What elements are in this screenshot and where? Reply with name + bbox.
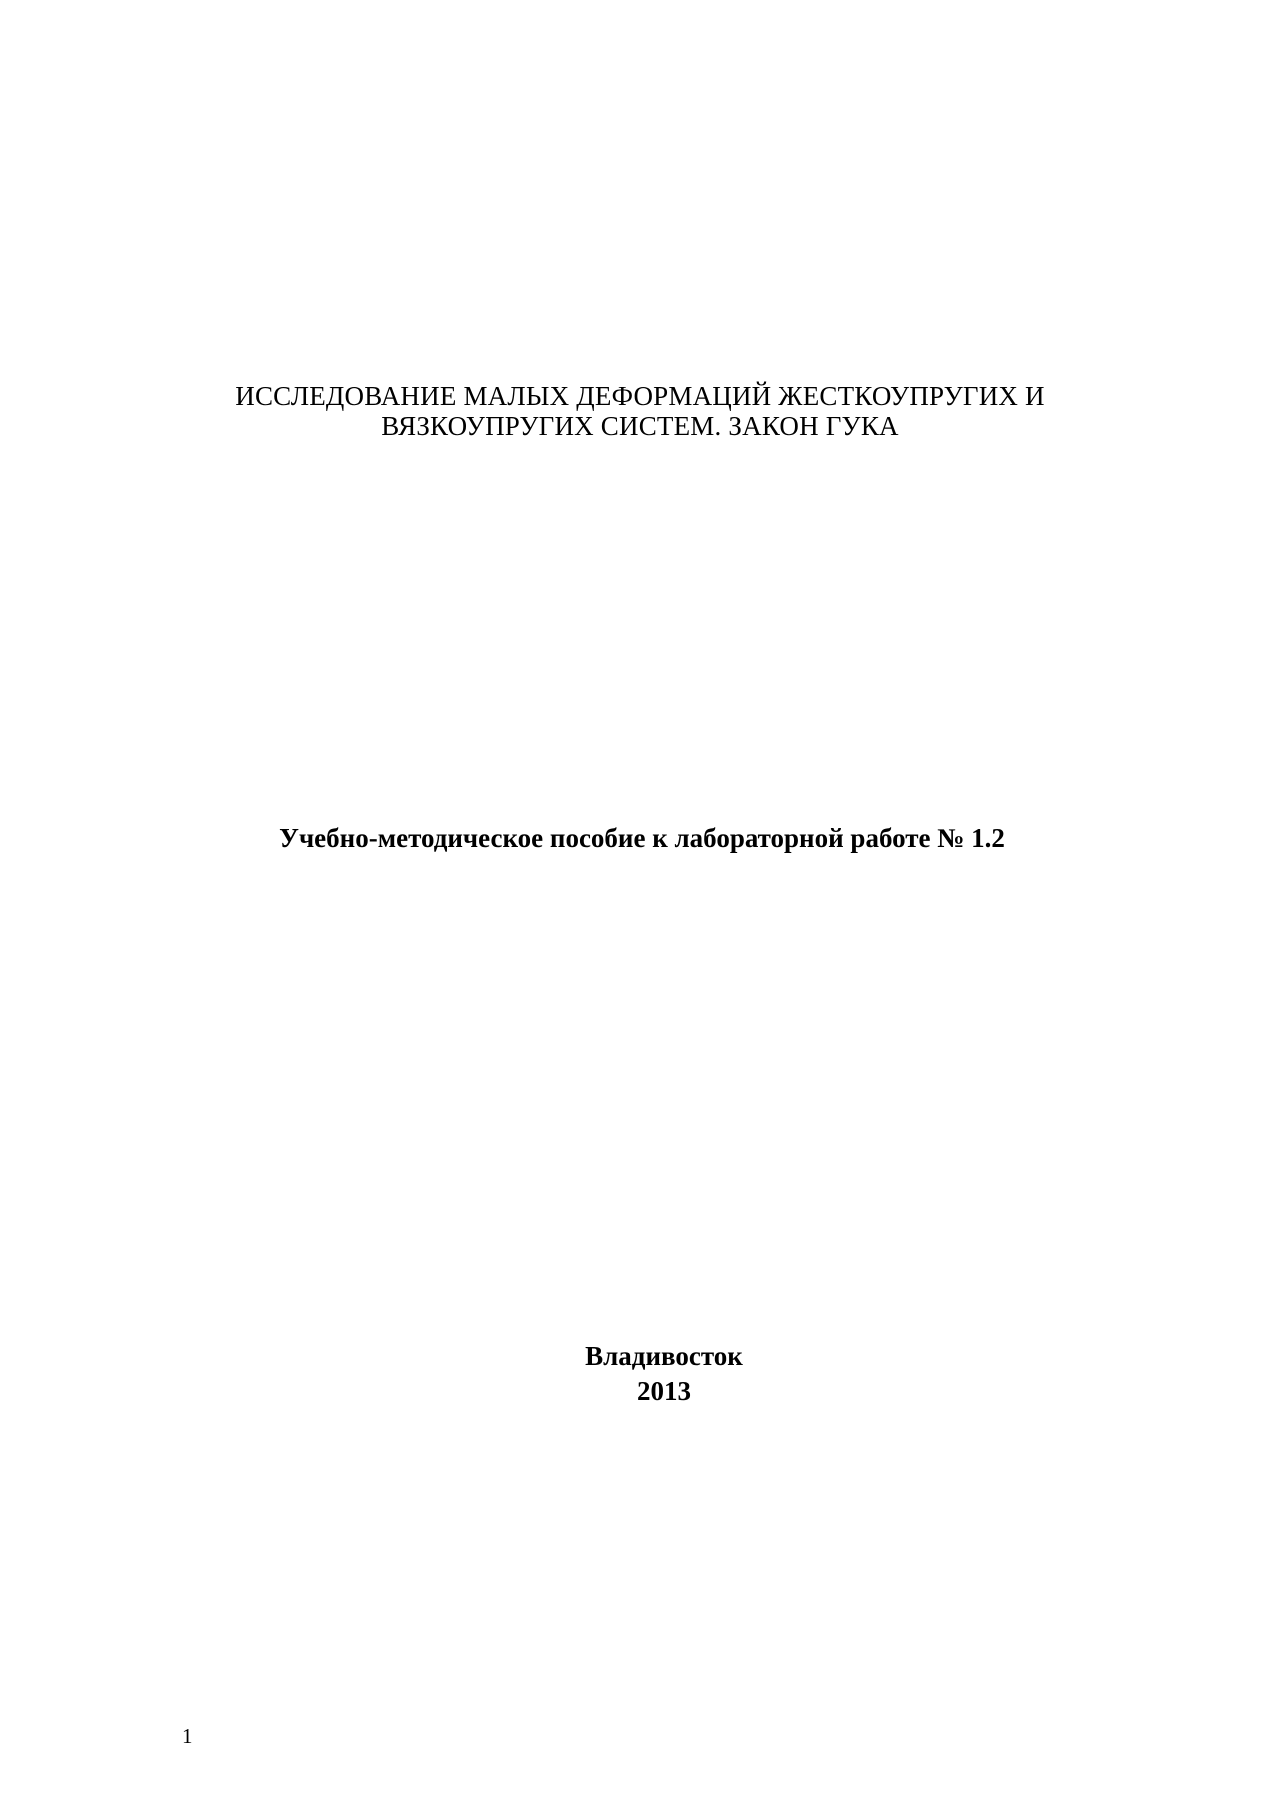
publication-info <box>0 1339 1280 1409</box>
publication-city: Владивосток <box>585 1341 743 1371</box>
publication-year: 2013 <box>637 1376 691 1406</box>
title-line-1: ИССЛЕДОВАНИЕ МАЛЫХ ДЕФОРМАЦИЙ ЖЕСТКОУПРУГИХ И <box>235 381 1045 411</box>
document-title <box>0 381 1280 441</box>
title-line-2: ВЯЗКОУПРУГИХ СИСТЕМ. ЗАКОН ГУКА <box>381 411 899 441</box>
document-subtitle: Учебно-методическое пособие к лабораторной работе № 1.2 <box>279 823 1005 853</box>
page-number: 1 <box>182 1724 193 1748</box>
